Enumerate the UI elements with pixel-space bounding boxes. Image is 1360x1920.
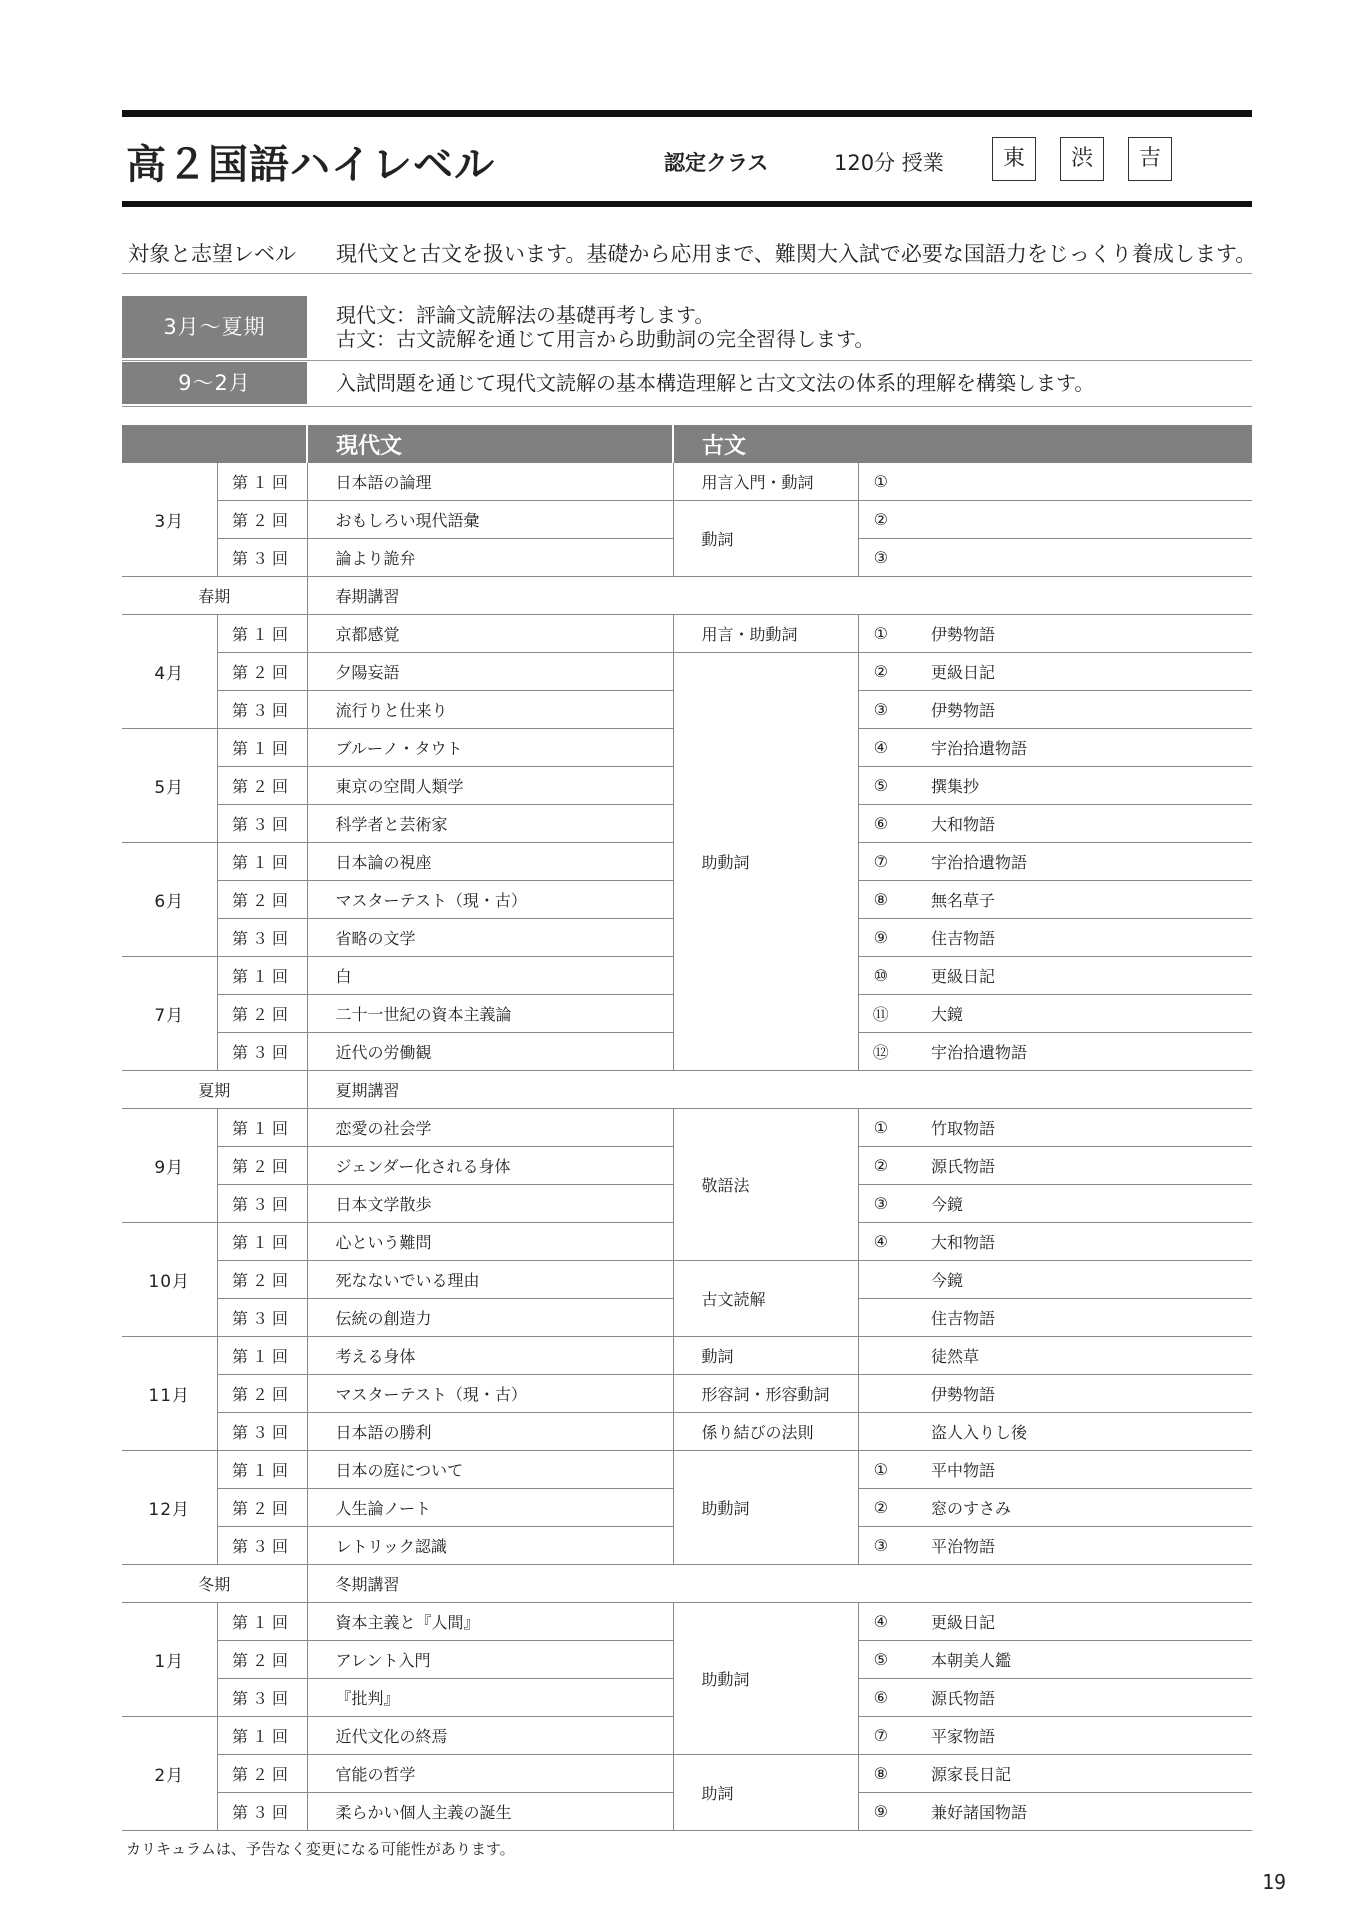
kobun-number-cell: ⑦ <box>858 1717 903 1755</box>
column-header-kobun: 古文 <box>673 425 1252 463</box>
kobun-text-cell: 宇治拾遺物語 <box>903 729 1252 767</box>
kobun-number-cell: ⑪ <box>858 995 903 1033</box>
session-cell: 第１回 <box>217 1109 307 1147</box>
table-body <box>122 463 1252 1831</box>
session-cell: 第３回 <box>217 1185 307 1223</box>
period-description <box>336 303 874 351</box>
kobun-number-cell: ⑦ <box>858 843 903 881</box>
table-row-break <box>122 577 1252 615</box>
target-text: 現代文と古文を扱います。基礎から応用まで、難関大入試で必要な国語力をじっくり養成します。 <box>336 242 1257 266</box>
column-header-gendaibun: 現代文 <box>307 425 673 463</box>
table-row <box>122 1451 1252 1489</box>
gendaibun-cell: 恋愛の社会学 <box>307 1109 673 1147</box>
kobun-number-cell: ④ <box>858 1603 903 1641</box>
kobun-number-cell: ① <box>858 463 903 501</box>
table-row-break <box>122 1565 1252 1603</box>
kobun-topic-cell: 助動詞 <box>673 653 858 1071</box>
gendaibun-cell: 死なないでいる理由 <box>307 1261 673 1299</box>
month-cell: 1月 <box>122 1603 217 1717</box>
kobun-topic-cell: 動詞 <box>673 501 858 577</box>
table-row <box>122 1261 1252 1299</box>
period-line: 現代文：評論文読解法の基礎再考します。 <box>336 303 715 327</box>
kobun-number-cell: ⑧ <box>858 1755 903 1793</box>
session-cell: 第１回 <box>217 463 307 501</box>
gendaibun-cell: 心という難問 <box>307 1223 673 1261</box>
month-cell: 11月 <box>122 1337 217 1451</box>
session-cell: 第２回 <box>217 881 307 919</box>
kobun-number-cell: ① <box>858 615 903 653</box>
kobun-text-cell: 源氏物語 <box>903 1679 1252 1717</box>
break-period-label: 冬期 <box>122 1565 307 1603</box>
kobun-text-cell: 竹取物語 <box>903 1109 1252 1147</box>
kobun-text-cell: 宇治拾遺物語 <box>903 1033 1252 1071</box>
kobun-text-cell: 撰集抄 <box>903 767 1252 805</box>
gendaibun-cell: レトリック認識 <box>307 1527 673 1565</box>
kobun-text-cell: 盗人入りし後 <box>903 1413 1252 1451</box>
divider <box>122 360 1252 361</box>
gendaibun-cell: おもしろい現代語彙 <box>307 501 673 539</box>
gendaibun-cell: 日本の庭について <box>307 1451 673 1489</box>
session-cell: 第１回 <box>217 1603 307 1641</box>
kobun-text-cell: 住吉物語 <box>903 1299 1252 1337</box>
divider <box>122 406 1252 407</box>
month-cell: 9月 <box>122 1109 217 1223</box>
kobun-text-cell: 大鏡 <box>903 995 1252 1033</box>
session-cell: 第３回 <box>217 539 307 577</box>
session-cell: 第２回 <box>217 1375 307 1413</box>
month-cell: 2月 <box>122 1717 217 1831</box>
kobun-text-cell: 平家物語 <box>903 1717 1252 1755</box>
session-cell: 第３回 <box>217 1679 307 1717</box>
gendaibun-cell: 人生論ノート <box>307 1489 673 1527</box>
kobun-number-cell: ⑥ <box>858 805 903 843</box>
kobun-text-cell: 平治物語 <box>903 1527 1252 1565</box>
gendaibun-cell: 論より詭弁 <box>307 539 673 577</box>
gendaibun-cell: ジェンダー化される身体 <box>307 1147 673 1185</box>
kobun-text-cell: 源氏物語 <box>903 1147 1252 1185</box>
month-cell: 3月 <box>122 463 217 577</box>
kobun-topic-cell: 助動詞 <box>673 1603 858 1755</box>
kobun-number-cell: ⑥ <box>858 1679 903 1717</box>
gendaibun-cell: 柔らかい個人主義の誕生 <box>307 1793 673 1831</box>
gendaibun-cell: 京都感覚 <box>307 615 673 653</box>
kobun-text-cell: 伊勢物語 <box>903 615 1252 653</box>
session-cell: 第２回 <box>217 1147 307 1185</box>
kobun-number-cell <box>858 1337 903 1375</box>
gendaibun-cell: マスターテスト（現・古） <box>307 881 673 919</box>
gendaibun-cell: 日本文学散歩 <box>307 1185 673 1223</box>
gendaibun-cell: 官能の哲学 <box>307 1755 673 1793</box>
session-cell: 第２回 <box>217 653 307 691</box>
table-row <box>122 1603 1252 1641</box>
month-cell: 5月 <box>122 729 217 843</box>
gendaibun-cell: ブルーノ・タウト <box>307 729 673 767</box>
kobun-number-cell: ⑤ <box>858 767 903 805</box>
kobun-text-cell: 今鏡 <box>903 1185 1252 1223</box>
campus-badge: 渋 <box>1060 137 1104 181</box>
kobun-number-cell: ② <box>858 501 903 539</box>
break-course-name: 春期講習 <box>307 577 1252 615</box>
kobun-text-cell: 更級日記 <box>903 1603 1252 1641</box>
kobun-number-cell <box>858 1413 903 1451</box>
gendaibun-cell: 『批判』 <box>307 1679 673 1717</box>
break-course-name: 夏期講習 <box>307 1071 1252 1109</box>
kobun-number-cell <box>858 1299 903 1337</box>
session-cell: 第３回 <box>217 1793 307 1831</box>
kobun-topic-cell: 動詞 <box>673 1337 858 1375</box>
class-type: 認定クラス <box>664 151 769 175</box>
gendaibun-cell: 省略の文学 <box>307 919 673 957</box>
session-cell: 第２回 <box>217 1755 307 1793</box>
gendaibun-cell: 東京の空間人類学 <box>307 767 673 805</box>
kobun-text-cell: 大和物語 <box>903 1223 1252 1261</box>
kobun-number-cell: ③ <box>858 539 903 577</box>
gendaibun-cell: 考える身体 <box>307 1337 673 1375</box>
gendaibun-cell: 日本論の視座 <box>307 843 673 881</box>
session-cell: 第３回 <box>217 919 307 957</box>
page-number: 19 <box>1262 1870 1287 1894</box>
kobun-text-cell <box>903 463 1252 501</box>
session-cell: 第２回 <box>217 767 307 805</box>
session-cell: 第２回 <box>217 995 307 1033</box>
month-cell: 12月 <box>122 1451 217 1565</box>
period-label: 9〜2月 <box>122 362 307 404</box>
table-row <box>122 1413 1252 1451</box>
period-label: 3月〜夏期 <box>122 296 307 358</box>
kobun-text-cell: 更級日記 <box>903 653 1252 691</box>
kobun-number-cell: ③ <box>858 1185 903 1223</box>
table-row <box>122 501 1252 539</box>
kobun-topic-cell: 用言・助動詞 <box>673 615 858 653</box>
month-cell: 6月 <box>122 843 217 957</box>
course-title: 高２国語ハイレベル <box>126 142 495 188</box>
kobun-text-cell: 住吉物語 <box>903 919 1252 957</box>
kobun-number-cell: ④ <box>858 1223 903 1261</box>
kobun-text-cell: 今鏡 <box>903 1261 1252 1299</box>
kobun-number-cell: ② <box>858 1147 903 1185</box>
kobun-text-cell: 大和物語 <box>903 805 1252 843</box>
kobun-text-cell: 伊勢物語 <box>903 691 1252 729</box>
month-cell: 4月 <box>122 615 217 729</box>
divider <box>122 273 1252 274</box>
kobun-text-cell: 平中物語 <box>903 1451 1252 1489</box>
gendaibun-cell: 白 <box>307 957 673 995</box>
kobun-text-cell: 宇治拾遺物語 <box>903 843 1252 881</box>
table-header-blank <box>122 425 307 463</box>
kobun-topic-cell: 係り結びの法則 <box>673 1413 858 1451</box>
table-row-break <box>122 1071 1252 1109</box>
kobun-number-cell <box>858 1261 903 1299</box>
kobun-topic-cell: 敬語法 <box>673 1109 858 1261</box>
kobun-number-cell: ② <box>858 653 903 691</box>
session-cell: 第１回 <box>217 1717 307 1755</box>
table-row <box>122 1375 1252 1413</box>
session-cell: 第３回 <box>217 1527 307 1565</box>
kobun-number-cell: ⑧ <box>858 881 903 919</box>
kobun-text-cell: 無名草子 <box>903 881 1252 919</box>
kobun-text-cell: 本朝美人鑑 <box>903 1641 1252 1679</box>
period-description: 入試問題を通じて現代文読解の基本構造理解と古文文法の体系的理解を構築します。 <box>336 371 1095 395</box>
gendaibun-cell: 近代の労働観 <box>307 1033 673 1071</box>
session-cell: 第３回 <box>217 691 307 729</box>
table-row <box>122 653 1252 691</box>
table-row <box>122 615 1252 653</box>
session-cell: 第１回 <box>217 843 307 881</box>
break-period-label: 夏期 <box>122 1071 307 1109</box>
session-cell: 第２回 <box>217 1261 307 1299</box>
curriculum-table <box>122 425 1252 1831</box>
gendaibun-cell: 流行りと仕来り <box>307 691 673 729</box>
session-cell: 第２回 <box>217 501 307 539</box>
gendaibun-cell: マスターテスト（現・古） <box>307 1375 673 1413</box>
table-row <box>122 1755 1252 1793</box>
header-bottom-rule <box>122 201 1252 207</box>
kobun-number-cell: ④ <box>858 729 903 767</box>
campus-badge: 東 <box>992 137 1036 181</box>
session-cell: 第１回 <box>217 957 307 995</box>
kobun-text-cell: 源家長日記 <box>903 1755 1252 1793</box>
gendaibun-cell: 二十一世紀の資本主義論 <box>307 995 673 1033</box>
kobun-number-cell: ③ <box>858 691 903 729</box>
kobun-text-cell: 更級日記 <box>903 957 1252 995</box>
footnote: カリキュラムは、予告なく変更になる可能性があります。 <box>126 1840 515 1858</box>
month-cell: 10月 <box>122 1223 217 1337</box>
table-row <box>122 463 1252 501</box>
period-line: 古文：古文読解を通じて用言から助動詞の完全習得します。 <box>336 327 875 351</box>
target-label: 対象と志望レベル <box>128 242 296 266</box>
gendaibun-cell: 日本語の論理 <box>307 463 673 501</box>
session-cell: 第１回 <box>217 1451 307 1489</box>
kobun-number-cell: ⑤ <box>858 1641 903 1679</box>
lesson-duration: 120分 授業 <box>834 151 944 175</box>
break-course-name: 冬期講習 <box>307 1565 1252 1603</box>
month-cell: 7月 <box>122 957 217 1071</box>
session-cell: 第１回 <box>217 615 307 653</box>
session-cell: 第２回 <box>217 1641 307 1679</box>
gendaibun-cell: 資本主義と『人間』 <box>307 1603 673 1641</box>
kobun-text-cell: 伊勢物語 <box>903 1375 1252 1413</box>
table-header-row <box>122 425 1252 463</box>
kobun-text-cell: 窓のすさみ <box>903 1489 1252 1527</box>
kobun-number-cell: ⑨ <box>858 919 903 957</box>
session-cell: 第１回 <box>217 1223 307 1261</box>
gendaibun-cell: 日本語の勝利 <box>307 1413 673 1451</box>
table-row <box>122 1109 1252 1147</box>
session-cell: 第１回 <box>217 1337 307 1375</box>
campus-badge: 吉 <box>1128 137 1172 181</box>
break-period-label: 春期 <box>122 577 307 615</box>
kobun-number-cell: ⑩ <box>858 957 903 995</box>
kobun-text-cell <box>903 501 1252 539</box>
kobun-topic-cell: 形容詞・形容動詞 <box>673 1375 858 1413</box>
kobun-topic-cell: 助詞 <box>673 1755 858 1831</box>
session-cell: 第３回 <box>217 1033 307 1071</box>
kobun-number-cell: ① <box>858 1109 903 1147</box>
gendaibun-cell: アレント入門 <box>307 1641 673 1679</box>
gendaibun-cell: 伝統の創造力 <box>307 1299 673 1337</box>
kobun-number-cell: ① <box>858 1451 903 1489</box>
kobun-text-cell: 徒然草 <box>903 1337 1252 1375</box>
gendaibun-cell: 夕陽妄語 <box>307 653 673 691</box>
session-cell: 第３回 <box>217 1299 307 1337</box>
kobun-number-cell: ② <box>858 1489 903 1527</box>
kobun-number-cell: ③ <box>858 1527 903 1565</box>
header-top-rule <box>122 110 1252 117</box>
session-cell: 第１回 <box>217 729 307 767</box>
kobun-topic-cell: 古文読解 <box>673 1261 858 1337</box>
kobun-number-cell: ⑨ <box>858 1793 903 1831</box>
gendaibun-cell: 近代文化の終焉 <box>307 1717 673 1755</box>
kobun-number-cell: ⑫ <box>858 1033 903 1071</box>
session-cell: 第２回 <box>217 1489 307 1527</box>
kobun-text-cell <box>903 539 1252 577</box>
table-row <box>122 1337 1252 1375</box>
kobun-topic-cell: 助動詞 <box>673 1451 858 1565</box>
gendaibun-cell: 科学者と芸術家 <box>307 805 673 843</box>
kobun-topic-cell: 用言入門・動詞 <box>673 463 858 501</box>
kobun-number-cell <box>858 1375 903 1413</box>
kobun-text-cell: 兼好諸国物語 <box>903 1793 1252 1831</box>
session-cell: 第３回 <box>217 1413 307 1451</box>
session-cell: 第３回 <box>217 805 307 843</box>
